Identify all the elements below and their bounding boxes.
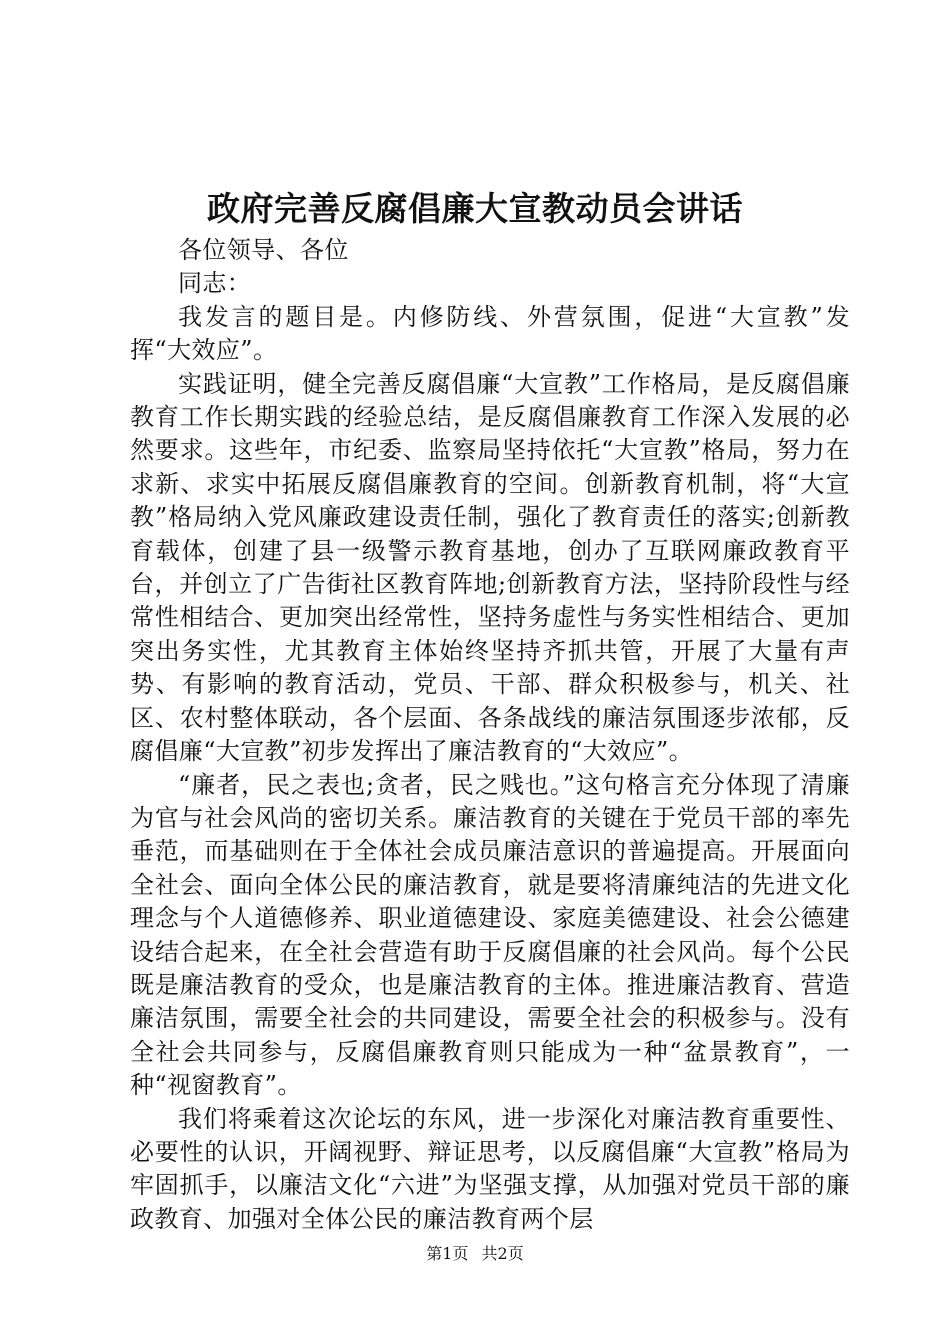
page-footer <box>0 1244 950 1264</box>
document-body <box>130 234 850 1236</box>
page-number: 第1页 <box>426 1244 469 1263</box>
paragraph-outlook: 我们将乘着这次论坛的东风，进一步深化对廉洁教育重要性、必要性的认识，开阔视野、辩证思考，以反腐倡廉“大宣教”格局为牢固抓手，以廉洁文化“六进”为坚强支撑，从加强对党员干部的廉政教育、加强对全体公民的廉洁教育两个层 <box>130 1104 850 1233</box>
document-title: 政府完善反腐倡廉大宣教动员会讲话 <box>207 189 743 228</box>
salutation-line-2: 同志： <box>178 269 252 298</box>
salutation-line-1: 各位领导、各位 <box>178 236 349 264</box>
paragraph-topic: 我发言的题目是。内修防线、外营氛围，促进“大宣教”发挥“大效应”。 <box>130 302 850 365</box>
paragraph-proverb: “廉者，民之表也;贪者，民之贱也。”这句格言充分体现了清廉为官与社会风尚的密切关系。廉洁教育的关键在于党员干部的率先垂范，而基础则在于全体社会成员廉洁意识的普遍提高。开展面向全社会、面向全体公民的廉洁教育，就是要将清廉纯洁的先进文化理念与个人道德修养、职业道德建设、家庭美德建设、社会公德建设结合起来，在全社会营造有助于反腐倡廉的社会风尚。每个公民既是廉洁教育的受众，也是廉洁教育的主体。推进廉洁教育、营造廉洁氛围，需要全社会的共同建设，需要全社会的积极参与。没有全社会共同参与，反腐倡廉教育则只能成为一种“盆景教育”，一种“视窗教育”。 <box>130 770 850 1100</box>
paragraph-practice: 实践证明，健全完善反腐倡廉“大宣教”工作格局，是反腐倡廉教育工作长期实践的经验总结，是反腐倡廉教育工作深入发展的必然要求。这些年，市纪委、监察局坚持依托“大宣教”格局，努力在求新、求实中拓展反腐倡廉教育的空间。创新教育机制，将“大宣教”格局纳入党风廉政建设责任制，强化了教育责任的落实;创新教育载体，创建了县一级警示教育基地，创办了互联网廉政教育平台，并创立了广告街社区教育阵地;创新教育方法，坚持阶段性与经常性相结合、更加突出经常性，坚持务虚性与务实性相结合、更加突出务实性，尤其教育主体始终坚持齐抓共管，开展了大量有声势、有影响的教育活动，党员、干部、群众积极参与，机关、社区、农村整体联动，各个层面、各条战线的廉洁氛围逐步浓郁，反腐倡廉“大宣教”初步发挥出了廉洁教育的“大效应”。 <box>130 369 850 766</box>
page-total: 共2页 <box>481 1244 524 1263</box>
